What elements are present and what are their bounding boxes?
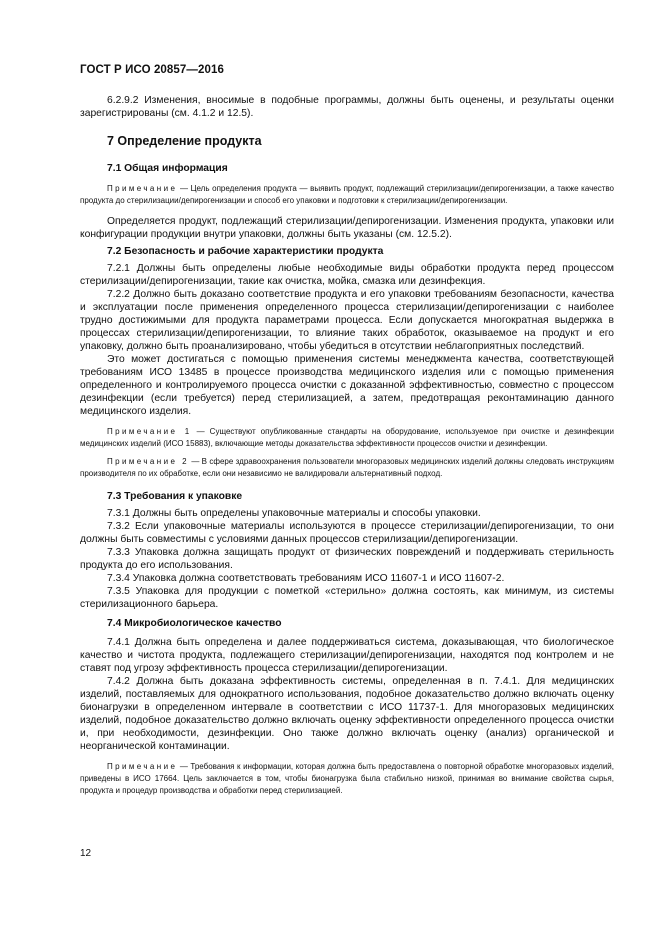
note-text: — В сфере здравоохранения пользователи многоразовых медицинских изделий должны следовать инструкциям производителя по их обработке, если они независимо не валидировали альтернативный подход. bbox=[80, 457, 614, 478]
note-label: Примечание 2 bbox=[107, 457, 189, 466]
paragraph-7-2-2: 7.2.2 Должно быть доказано соответствие продукта и его упаковки требованиям безопасности, качества и эксплуатации после применения определенного процесса стерилизации/депирогенизации с наиболее трудно достижимыми для продукта параметрами процесса. Если допускается многократная выдержка в процессах стерилизации/депирогенизации, то влияние таких обработок, оказываемое на продукт и его упаковку, должно быть проанализировано, чтобы убедиться в отсутствии неблагоприятных последствий. bbox=[80, 289, 614, 352]
note-7-4 bbox=[80, 761, 614, 797]
note-text: — Цель определения продукта — выявить продукт, подлежащий стерилизации/депирогенизации, а также качество продукта до стерилизации/депирогенизации и способ его упаковки и подготовки к стерилизации/депирогенизации. bbox=[80, 184, 614, 205]
paragraph-7-2-1: 7.2.1 Должны быть определены любые необходимые виды обработки продукта перед процессом стерилизации/депирогенизации, такие как очистка, мойка, смазка или дезинфекция. bbox=[80, 263, 614, 287]
paragraph-6-2-9-2: 6.2.9.2 Изменения, вносимые в подобные программы, должны быть оценены, и результаты оценки зарегистрированы (см. 4.1.2 и 12.5). bbox=[80, 95, 614, 119]
paragraph-7-3-3: 7.3.3 Упаковка должна защищать продукт от физических повреждений и поддерживать стерильность продукта до его использования. bbox=[80, 547, 614, 571]
note-text: — Существуют опубликованные стандарты на оборудование, используемое при очистке и дезинфекции медицинских изделий (ИСО 15883), включающие методы доказательства эффективности процессов очистки и дезинфекции. bbox=[80, 427, 614, 448]
section-7-title: 7 Определение продукта bbox=[107, 134, 262, 148]
page-number: 12 bbox=[80, 848, 92, 859]
note-1 bbox=[80, 426, 614, 450]
note-text: — Требования к информации, которая должна быть предоставлена о повторной обработке многоразовых изделий, приведены в ИСО 17664. Цель заключается в том, чтобы бионагрузка была стабильно низкой, принимая во внимание свойства сырья, продукта и процедур производства и обработки перед стерилизацией. bbox=[80, 762, 614, 795]
paragraph-7-3-2: 7.3.2 Если упаковочные материалы используются в процессе стерилизации/депирогенизации, то они должны быть совместимы с условиями данных процессов стерилизации/депирогенизации. bbox=[80, 521, 614, 545]
note-7-1 bbox=[80, 183, 614, 207]
paragraph-7-3-4: 7.3.4 Упаковка должна соответствовать требованиям ИСО 11607-1 и ИСО 11607-2. bbox=[107, 573, 505, 584]
paragraph-7-4-1: 7.4.1 Должна быть определена и далее поддерживаться система, доказывающая, что биологическое качество и чистота продукта, подлежащего стерилизации/депирогенизации, находятся под контролем и не ставят под угрозу эффективность процесса стерилизации/депирогенизации. bbox=[80, 637, 614, 674]
paragraph-7-3-5: 7.3.5 Упаковка для продукции с пометкой «стерильно» должна состоять, как минимум, из системы стерилизационного барьера. bbox=[80, 586, 614, 610]
note-label: Примечание 1 bbox=[107, 427, 192, 436]
subsection-7-2-title: 7.2 Безопасность и рабочие характеристики продукта bbox=[107, 246, 384, 257]
note-label: Примечание bbox=[107, 762, 178, 771]
note-2 bbox=[80, 456, 614, 480]
paragraph-7-4-2: 7.4.2 Должна быть доказана эффективность системы, определенная в п. 7.4.1. Для медицинских изделий, поставляемых для однократного использования, подобное доказательство должно включать оценку бионагрузки в определенном интервале в соответствии с ИСО 11737-1. Для многоразовых медицинских изделий, подобное доказательство должно включать оценку эффективности определенного процесса очистки и, при необходимости, дезинфекции. Оно также должно включать оценку (анализ) органической и неорганической контаминации. bbox=[80, 676, 614, 752]
subsection-7-1-title: 7.1 Общая информация bbox=[107, 163, 228, 174]
document-header: ГОСТ Р ИСО 20857—2016 bbox=[80, 64, 225, 76]
paragraph-7-3-1: 7.3.1 Должны быть определены упаковочные материалы и способы упаковки. bbox=[107, 508, 481, 519]
page-content bbox=[80, 94, 614, 797]
subsection-7-3-title: 7.3 Требования к упаковке bbox=[107, 491, 243, 502]
paragraph-7-1: Определяется продукт, подлежащий стерилизации/депирогенизации. Изменения продукта, упаковки или конфигурации продукции внутри упаковки, должны быть указаны (см. 12.5.2). bbox=[80, 216, 614, 240]
subsection-7-4-title: 7.4 Микробиологическое качество bbox=[107, 618, 282, 629]
paragraph-7-2-2-b: Это может достигаться с помощью применения системы менеджмента качества, соответствующей требованиям ИСО 13485 в процессе производства медицинского изделия или с помощью применения определенного и контролируемого процесса очистки с доказанной эффективностью, совместно с процессом дезинфекции (если требуется) перед стерилизацией, а затем, предотвращая реконтаминацию данного медицинского изделия. bbox=[80, 354, 614, 417]
note-label: Примечание bbox=[107, 184, 178, 193]
